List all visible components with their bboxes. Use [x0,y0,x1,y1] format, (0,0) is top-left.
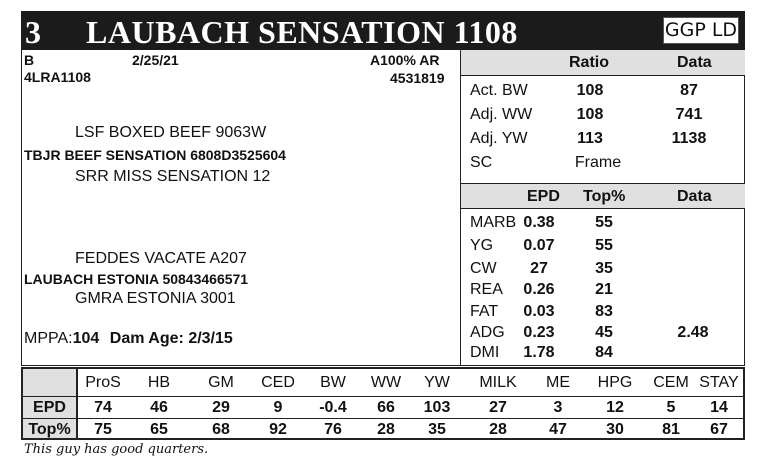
top-value: 92 [269,421,287,438]
ratio-row-label: Act. BW [470,82,528,99]
ratio-row-label: Adj. WW [470,106,533,123]
birth-date: 2/25/21 [132,52,179,68]
mppa-label: MPPA: [24,330,73,347]
sire-sire: LSF BOXED BEEF 9063W [75,124,267,141]
tattoo-id: 4LRA1108 [24,69,91,85]
ratio-row-label: Adj. YW [470,130,528,147]
sire-dam: SRR MISS SENSATION 12 [75,168,271,185]
column-header: HPG [597,374,633,391]
epd-value: 46 [150,399,168,416]
carcass-top: 35 [595,260,613,277]
dam-age-label: Dam Age: [109,330,184,347]
top-value: 75 [94,421,112,438]
carcass-epd: 1.78 [523,344,555,361]
column-header: CED [261,374,295,391]
carcass-epd: 27 [530,260,548,277]
animal-name: LAUBACH SENSATION 1108 [86,14,518,50]
header-bar [21,11,745,50]
ratio-value: 108 [576,82,604,99]
epd-header: EPD [527,188,560,205]
epd-value: 27 [489,399,507,416]
ratio-header: Ratio [569,54,609,71]
carcass-epd: 0.26 [523,281,555,298]
genetic-tag-badge: GGP LD [663,17,739,44]
carcass-row-label: CW [470,260,497,277]
column-header: YW [424,374,450,391]
carcass-row-label: YG [470,237,494,254]
epd-value: 66 [377,399,395,416]
lot-number: 3 [25,14,41,50]
carcass-top: 55 [595,237,613,254]
carcass-epd: 0.23 [523,324,555,341]
carcass-top: 55 [595,214,613,231]
epd-value: 103 [423,399,451,416]
frame-label: Frame [574,154,622,171]
carcass-row-label: MARB [470,214,517,231]
carcass-epd: 0.07 [523,237,555,254]
divider [23,418,743,419]
ratio-data-value: 87 [680,82,698,99]
ratio-data-value: 1138 [671,130,707,147]
dam: LAUBACH ESTONIA 50843466571 [24,271,249,287]
dam-age-value: 2/3/15 [188,330,233,347]
column-header: GM [208,374,234,391]
epd-value: 74 [94,399,112,416]
epd-value: 14 [710,399,728,416]
ratio-row-label: SC [470,154,493,171]
epd-value: 29 [212,399,230,416]
registration-number: 4531819 [390,70,445,86]
ratio-header-bar [461,50,745,76]
ratio-value: 108 [576,106,604,123]
top-value: 30 [606,421,624,438]
column-header: ProS [85,374,121,391]
carcass-epd: 0.03 [523,303,555,320]
column-header: ME [546,374,570,391]
top-value: 76 [324,421,342,438]
data-header: Data [677,54,712,71]
carcass-row-label: FAT [470,303,499,320]
dam-sire: FEDDES VACATE A207 [75,250,247,267]
column-header: MILK [479,374,517,391]
footnote-caption: This guy has good quarters. [24,442,209,457]
carcass-top: 84 [595,344,613,361]
top-value: 65 [150,421,168,438]
carcass-header-bar [461,183,745,209]
epd-value: 12 [606,399,624,416]
top-value: 68 [212,421,230,438]
column-header: WW [370,374,402,391]
epd-row-label: EPD [33,399,66,416]
carcass-row-label: DMI [470,344,500,361]
mppa-value: 104 [72,330,100,347]
sex-value: B [24,52,35,68]
top-row-label: Top% [28,421,71,438]
top-value: 35 [428,421,446,438]
top-value: 28 [377,421,395,438]
carcass-top: 45 [595,324,613,341]
epd-value: 5 [666,399,676,416]
breed-percentage: A100% AR [370,52,440,68]
top-value: 47 [549,421,567,438]
epd-value: 3 [553,399,563,416]
top-value: 81 [662,421,680,438]
column-header: STAY [699,374,739,391]
ratio-data-value: 741 [675,106,703,123]
mppa-info [24,330,233,348]
dam-dam: GMRA ESTONIA 3001 [75,290,236,307]
column-header: BW [320,374,346,391]
top-percent-header: Top% [583,188,626,205]
epd-value: 9 [273,399,283,416]
carcass-row-label: ADG [470,324,505,341]
epd-value: -0.4 [319,399,347,416]
ratio-value: 113 [577,130,603,147]
data-header: Data [677,188,712,205]
performance-panel [460,50,745,366]
carcass-top: 83 [595,303,613,320]
epd-table [21,367,745,440]
carcass-epd: 0.38 [523,214,555,231]
carcass-row-label: REA [470,281,503,298]
top-value: 67 [710,421,728,438]
column-header: HB [147,374,171,391]
carcass-top: 21 [595,281,613,298]
sire: TBJR BEEF SENSATION 6808D3525604 [24,147,286,163]
divider [23,396,743,397]
carcass-data: 2.48 [677,324,709,341]
column-header: CEM [653,374,689,391]
top-value: 28 [489,421,507,438]
